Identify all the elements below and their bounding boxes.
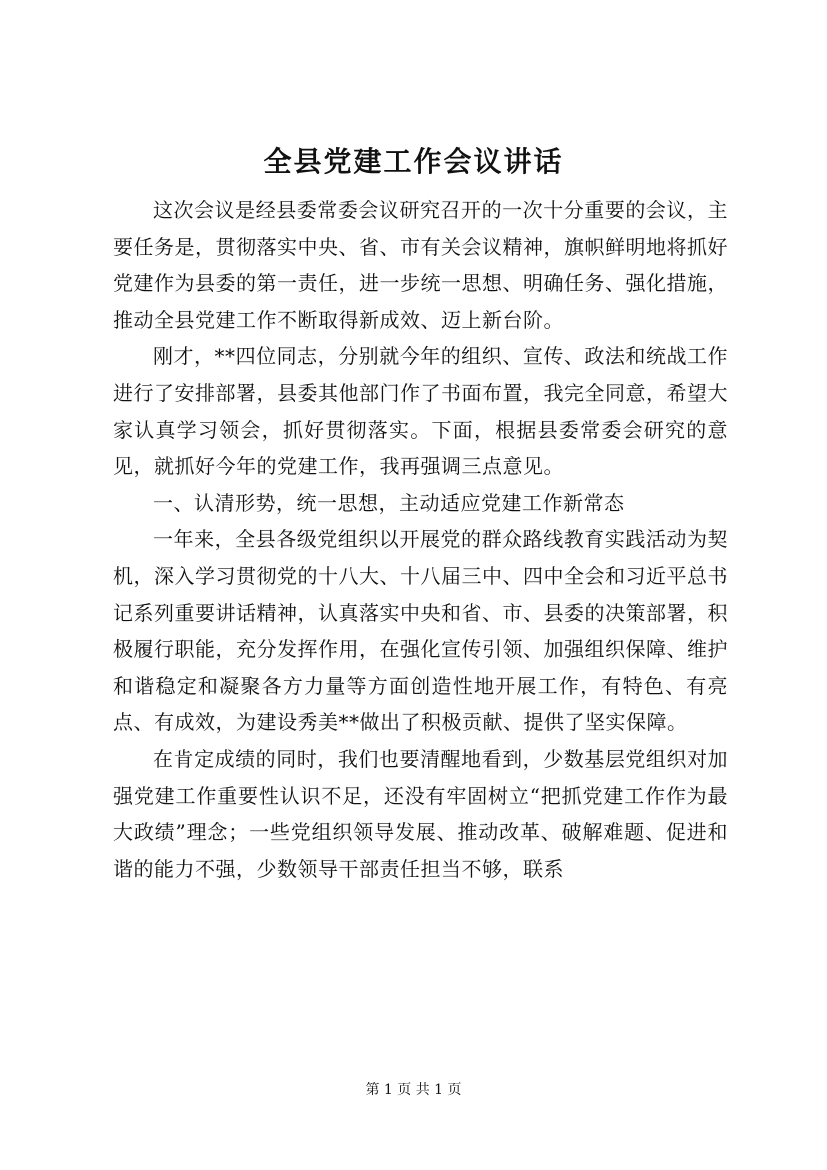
paragraph-arrangement: 刚才，**四位同志，分别就今年的组织、宣传、政法和统战工作进行了安排部署，县委其他部门作了书面布置，我完全同意，希望大家认真学习领会，抓好贯彻落实。下面，根据县委常委会研究的意见，就抓好今年的党建工作，我再强调三点意见。 [113,344,728,479]
paragraph-intro: 这次会议是经县委常委会议研究召开的一次十分重要的会议，主要任务是，贯彻落实中央、省、市有关会议精神，旗帜鲜明地将抓好党建作为县委的第一责任，进一步统一思想、明确任务、强化措施，推动全县党建工作不断取得新成效、迈上新台阶。 [113,198,728,332]
paragraph-achievements: 一年来，全县各级党组织以开展党的群众路线教育实践活动为契机，深入学习贯彻党的十八大、十八届三中、四中全会和习近平总书记系列重要讲话精神，认真落实中央和省、市、县委的决策部署，积极履行职能，充分发挥作用，在强化宣传引领、加强组织保障、维护和谐稳定和凝聚各方力量等方面创造性地开展工作，有特色、有亮点、有成效，为建设秀美**做出了积极贡献、提供了坚实保障。 [113,527,728,735]
paragraph-problems: 在肯定成绩的同时，我们也要清醒地看到，少数基层党组织对加强党建工作重要性认识不足，还没有牢固树立“把抓党建工作作为最大政绩”理念；一些党组织领导发展、推动改革、破解难题、促进和谐的能力不强，少数领导干部责任担当不够，联系 [113,746,728,881]
page-footer: 第 1 页 共 1 页 [365,1082,462,1098]
document-body [113,192,728,887]
page-title: 全县党建工作会议讲话 [263,145,564,178]
section-heading-1: 一、认清形势，统一思想，主动适应党建工作新常态 [153,490,625,515]
